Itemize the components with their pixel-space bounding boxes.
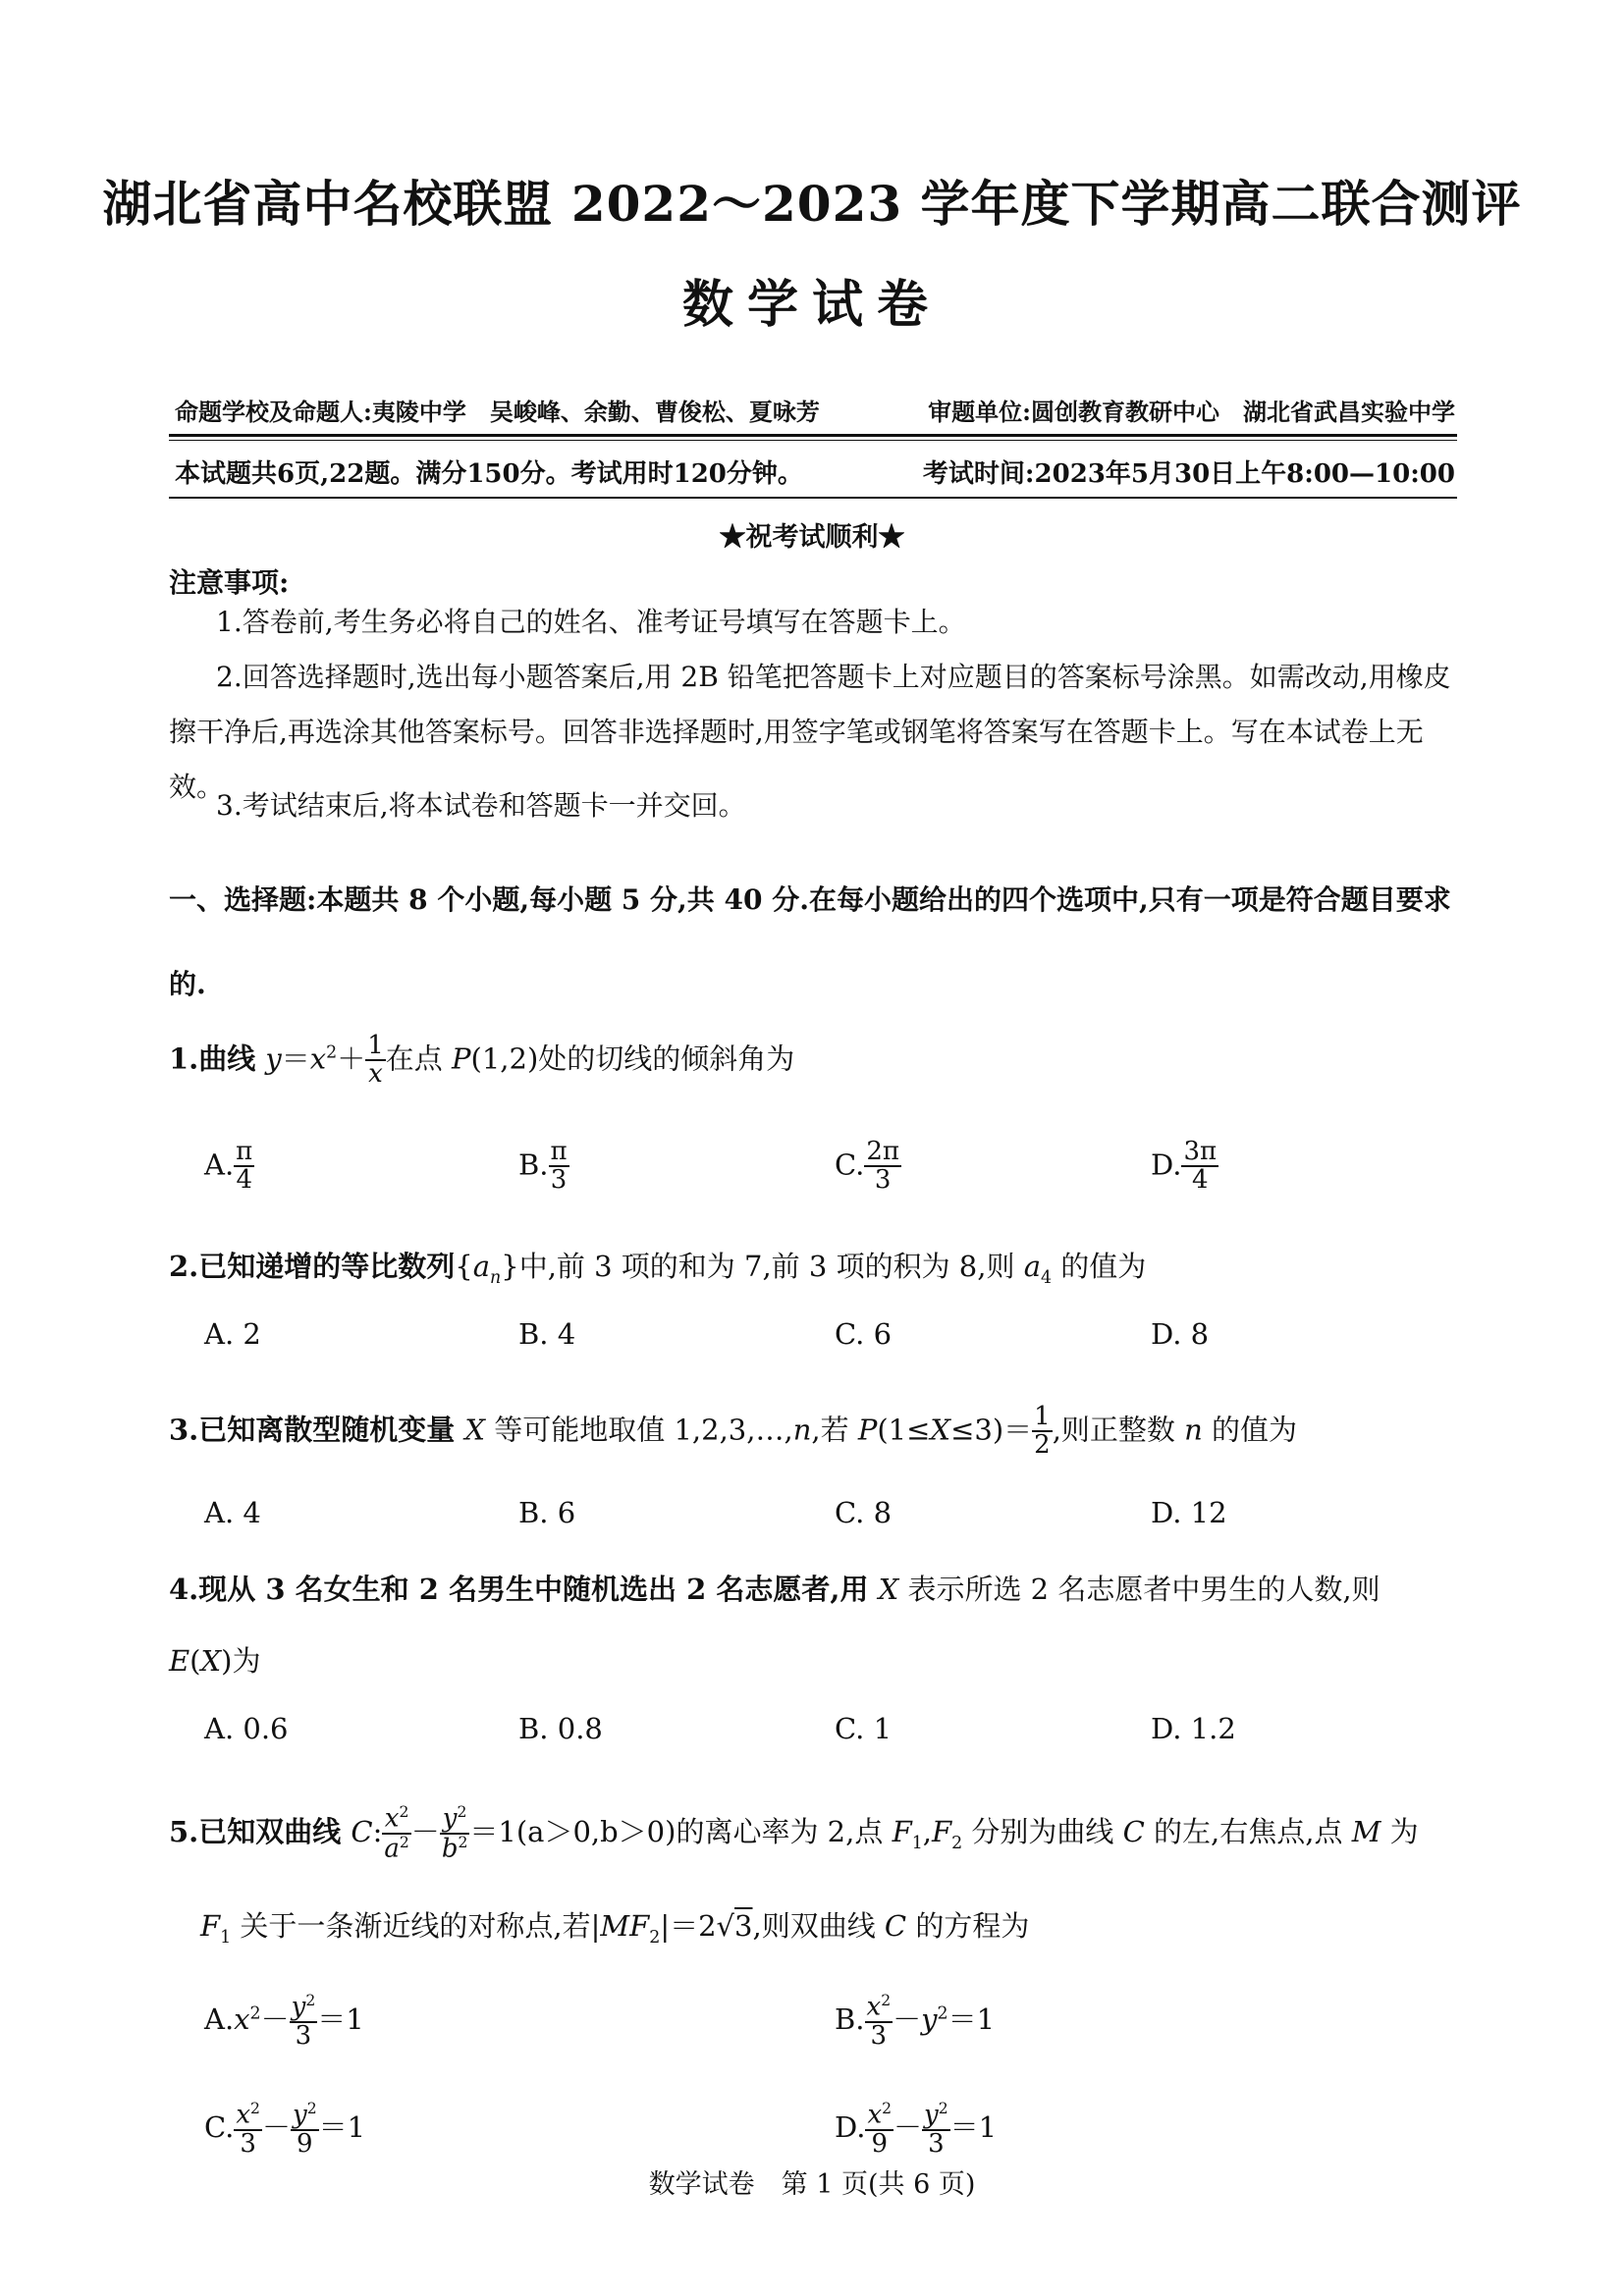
q5-text: 分别为曲线 bbox=[962, 1814, 1123, 1848]
q3-option-a: A. 4 bbox=[204, 1496, 261, 1529]
question-4: 4.现从 3 名女生和 2 名男生中随机选出 2 名志愿者,用 X 表示所选 2 名志愿者中男生的人数,则 bbox=[169, 1573, 1380, 1606]
exam-subtitle: 数学试卷 bbox=[681, 275, 942, 335]
q5-text: (a＞0,b＞0)的离心率为 2,点 bbox=[515, 1814, 893, 1848]
q2-option-d: D. 8 bbox=[1151, 1317, 1210, 1351]
paper-info: 本试题共6页,22题。满分150分。考试用时120分钟。 bbox=[175, 459, 803, 489]
notice-item: 1.答卷前,考生务必将自己的姓名、准考证号填写在答题卡上。 bbox=[216, 606, 966, 638]
q5-text: 的左,右焦点,点 bbox=[1144, 1814, 1352, 1848]
section-heading-text: 一、选择题:本题共 8 个小题,每小题 5 分,共 40 分.在每小题给出的四个选项中,只有一项是符合题目要求的. bbox=[169, 883, 1451, 1000]
q5-option-b: B. $\frac{x^2}{3}$ $-y^2=1$ bbox=[835, 1992, 996, 2051]
q5-option-a: $A.x^2-$ $\frac{y^2}{3}$ ＝1 bbox=[204, 1992, 364, 2051]
q5-option-c: C. $\frac{x^2}{3}$ － $\frac{y^2}{9}$ ＝1 bbox=[204, 2100, 366, 2159]
q3-option-c: C. 8 bbox=[835, 1496, 893, 1529]
notice-item: 2.回答选择题时,选出每小题答案后,用 2B 铅笔把答题卡上对应题目的答案标号涂黑。如需改动,用橡皮擦干净后,再选涂其他答案标号。回答非选择题时,用签字笔或钢笔将答案写在答题卡上。写在本试卷上无效。 bbox=[169, 661, 1451, 803]
notice-heading: 注意事项: bbox=[169, 566, 290, 599]
q1-option-d: D. $\frac{3\pi}{4}$ bbox=[1151, 1137, 1218, 1196]
exam-time: 考试时间:2023年5月30日上午8:00—10:00 bbox=[922, 459, 1455, 489]
header-rule-thick bbox=[169, 434, 1457, 437]
q4-text: 为 bbox=[232, 1644, 261, 1678]
q2-option-c: C. 6 bbox=[835, 1317, 893, 1351]
q5-text: 关于一条渐近线的对称点,若 bbox=[231, 1909, 591, 1943]
question-5: 5.已知双曲线 C: $\frac{x^2}{a^2}$ － $\frac{y^2}{b^2}$ ＝1(a＞0,b＞0)的离心率为 2,点 $F_1,F_2$ 分别为曲线 C 的左,右焦点,点 M 为 bbox=[169, 1803, 1419, 1864]
q2-option-b: B. 4 bbox=[518, 1317, 576, 1351]
q4-option-a: A. 0.6 bbox=[204, 1712, 289, 1745]
q4-option-d: D. 1.2 bbox=[1151, 1712, 1236, 1745]
exam-title: 湖北省高中名校联盟 2022～2023 学年度下学期高二联合测评 bbox=[102, 175, 1522, 233]
q4-option-c: C. 1 bbox=[835, 1712, 893, 1745]
q1-number: 1.曲线 bbox=[169, 1041, 266, 1076]
q3-text: ,则正整数 bbox=[1052, 1413, 1185, 1447]
q4-option-b: B. 0.8 bbox=[518, 1712, 603, 1745]
q1-option-a: A. $\frac{\pi}{4}$ bbox=[204, 1137, 253, 1196]
q1-option-b: B. $\frac{\pi}{3}$ bbox=[518, 1137, 568, 1196]
q1-text: 在点 bbox=[385, 1041, 452, 1076]
q3-option-d: D. 12 bbox=[1151, 1496, 1227, 1529]
header-rule-thin bbox=[169, 440, 1457, 441]
section-heading bbox=[169, 858, 1457, 1027]
q4-number: 4.现从 3 名女生和 2 名男生中随机选出 2 名志愿者,用 bbox=[169, 1573, 879, 1606]
q1-text: 处的切线的倾斜角为 bbox=[538, 1041, 795, 1076]
q5-text: ,则双曲线 bbox=[752, 1909, 885, 1943]
page-footer: 数学试卷 第 1 页(共 6 页) bbox=[648, 2169, 976, 2200]
q5-number: 5.已知双曲线 bbox=[169, 1814, 352, 1848]
question-3: 3.已知离散型随机变量 X 等可能地取值 1,2,3,…,n,若 P(1≤X≤3)＝ $\frac{1}{2}$ ,则正整数 n 的值为 bbox=[169, 1402, 1298, 1461]
good-luck-banner: ★祝考试顺利★ bbox=[719, 522, 905, 553]
q2-option-a: A. 2 bbox=[204, 1317, 261, 1351]
q2-text: 的值为 bbox=[1052, 1250, 1147, 1283]
q1-option-c: C. $\frac{2\pi}{3}$ bbox=[835, 1137, 900, 1196]
q5-option-d: D. $\frac{x^2}{9}$ － $\frac{y^2}{3}$ ＝1 bbox=[835, 2100, 998, 2159]
q5-text: 的方程为 bbox=[906, 1909, 1030, 1943]
q3-option-b: B. 6 bbox=[518, 1496, 576, 1529]
q2-number: 2.已知递增的等比数列 bbox=[169, 1250, 456, 1283]
info-rule bbox=[169, 497, 1457, 499]
question-2: 2.已知递增的等比数列$\{a_n\}$中,前 3 项的和为 7,前 3 项的积为 8,则 $a_4$ 的值为 bbox=[169, 1250, 1147, 1288]
authors-line: 命题学校及命题人:夷陵中学 吴峻峰、余勤、曹俊松、夏咏芳 bbox=[175, 398, 820, 426]
question-1: 1.曲线 $y=x^2+$ $\frac{1}{x}$ 在点 P(1,2)处的切线的倾斜角为 bbox=[169, 1031, 795, 1090]
question-4-line2: E(X)为 bbox=[169, 1644, 261, 1678]
q4-text: 表示所选 2 名志愿者中男生的人数,则 bbox=[898, 1573, 1380, 1606]
q3-text: 的值为 bbox=[1202, 1413, 1298, 1447]
question-5-line2: $F_1$ 关于一条渐近线的对称点,若$|MF_2|=2√3$,则双曲线 C 的方程为 bbox=[200, 1909, 1030, 1948]
notice-item: 3.考试结束后,将本试卷和答题卡一并交回。 bbox=[216, 789, 746, 822]
reviewers-line: 审题单位:圆创教育教研中心 湖北省武昌实验中学 bbox=[928, 398, 1455, 426]
q3-text: 等可能地取值 1,2,3,…, bbox=[485, 1413, 793, 1447]
q5-text: 为 bbox=[1380, 1814, 1419, 1848]
q3-number: 3.已知离散型随机变量 bbox=[169, 1413, 465, 1447]
q2-text: 中,前 3 项的和为 7,前 3 项的积为 8,则 bbox=[518, 1250, 1024, 1283]
q3-text: ,若 bbox=[811, 1413, 858, 1447]
